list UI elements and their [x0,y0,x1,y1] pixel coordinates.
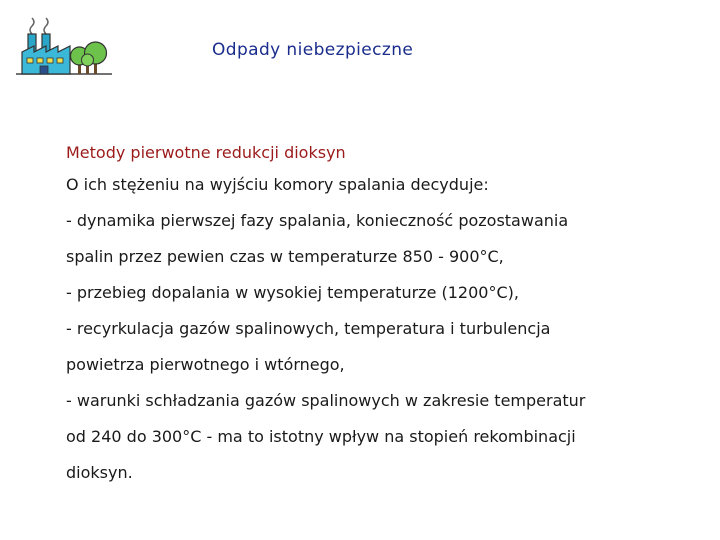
content-block [66,143,706,499]
section-heading: Metody pierwotne redukcji dioksyn [66,143,346,162]
text-line: O ich stężeniu na wyjściu komory spalania decyduje: [66,175,489,194]
factory-with-trees-icon [14,14,114,80]
text-line: - warunki schładzania gazów spalinowych w zakresie temperatur [66,391,586,410]
page-title: Odpady niebezpieczne [212,40,414,60]
text-line: spalin przez pewien czas w temperaturze 850 - 900°C, [66,247,504,266]
text-line: - recyrkulacja gazów spalinowych, temperatura i turbulencja [66,319,551,338]
text-line: dioksyn. [66,463,133,482]
text-line: - dynamika pierwszej fazy spalania, konieczność pozostawania [66,211,569,230]
text-line: od 240 do 300°C - ma to istotny wpływ na stopień rekombinacji [66,427,576,446]
text-line: powietrza pierwotnego i wtórnego, [66,355,345,374]
text-line: - przebieg dopalania w wysokiej temperaturze (1200°C), [66,283,519,302]
